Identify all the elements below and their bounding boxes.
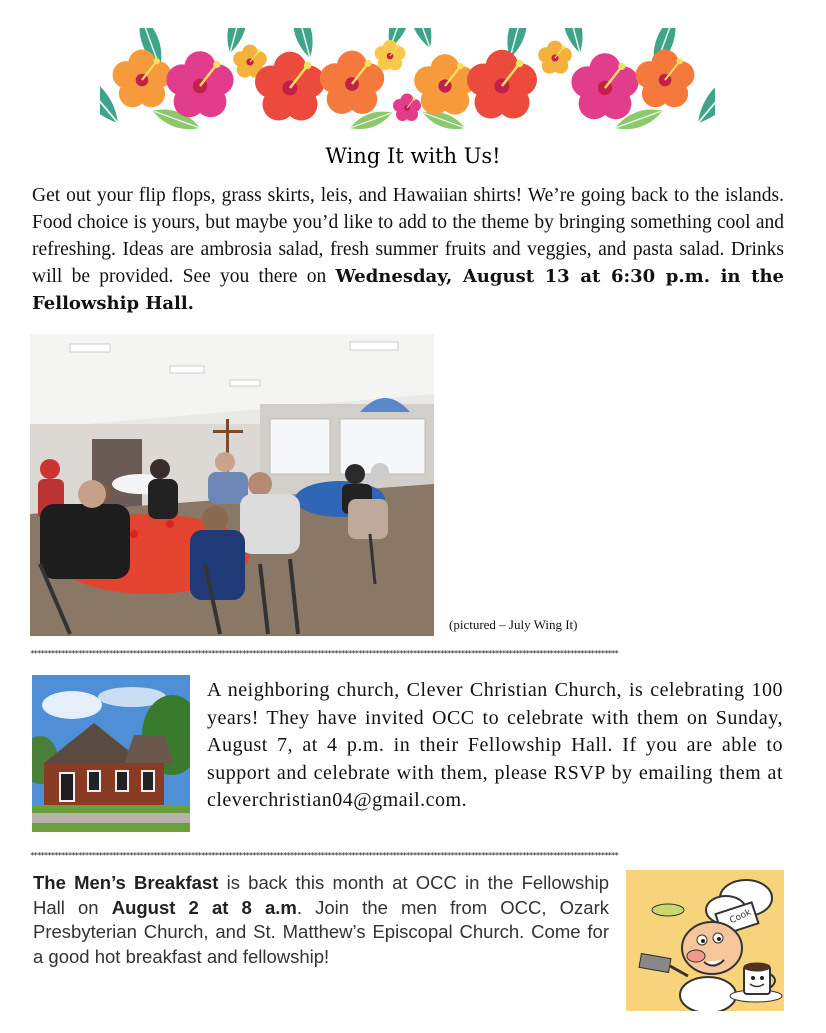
divider: **************************************************************************************************************************************************************************** xyxy=(30,649,618,658)
photo-caption: (pictured – July Wing It) xyxy=(449,617,578,632)
divider: **************************************************************************************************************************************************************************** xyxy=(30,851,618,860)
mens-breakfast-text: is back this month at OCC in the Fellowship Hall on xyxy=(33,872,609,918)
mens-breakfast-text: . Join the men from OCC, Ozark Presbyterian Church, and St. Matthew’s Episcopal Church. Come for a good hot breakfast and fellowship! xyxy=(33,896,609,967)
mens-breakfast-date: August 2 at 8 a.m xyxy=(111,896,297,918)
mens-breakfast-title: The Men’s Breakfast xyxy=(33,872,219,893)
church-photo xyxy=(32,675,190,832)
event-date-location: Wednesday, August 13 at 6:30 p.m. in the Fellowship Hall. xyxy=(32,266,785,314)
cook-clipart xyxy=(626,870,784,1011)
event-title: Wing It with Us! xyxy=(325,144,501,168)
event-description-text: Get out your flip flops, grass skirts, leis, and Hawaiian shirts! We’re going back to the islands. Food choice is yours, but maybe you’d like to add to the theme by bringing something cool and refreshing. Ideas are ambrosia salad, fresh summer fruits and veggies, and pasta salad. Drinks will be provided. See you there on xyxy=(32,185,784,287)
cook-hat-label: Cook xyxy=(728,907,753,927)
mens-breakfast-notice xyxy=(33,871,609,969)
event-description xyxy=(32,182,784,317)
church-anniversary-notice: A neighboring church, Clever Christian Church, is celebrating 100 years! They have invited OCC to celebrate with them on Sunday, August 7, at 4 p.m. in their Fellowship Hall. If you are able to support and celebrate with them, please RSVP by emailing them at cleverchristian04@gmail.com. xyxy=(207,679,783,811)
fellowship-hall-photo xyxy=(30,334,434,636)
hawaiian-flower-banner xyxy=(100,28,715,134)
